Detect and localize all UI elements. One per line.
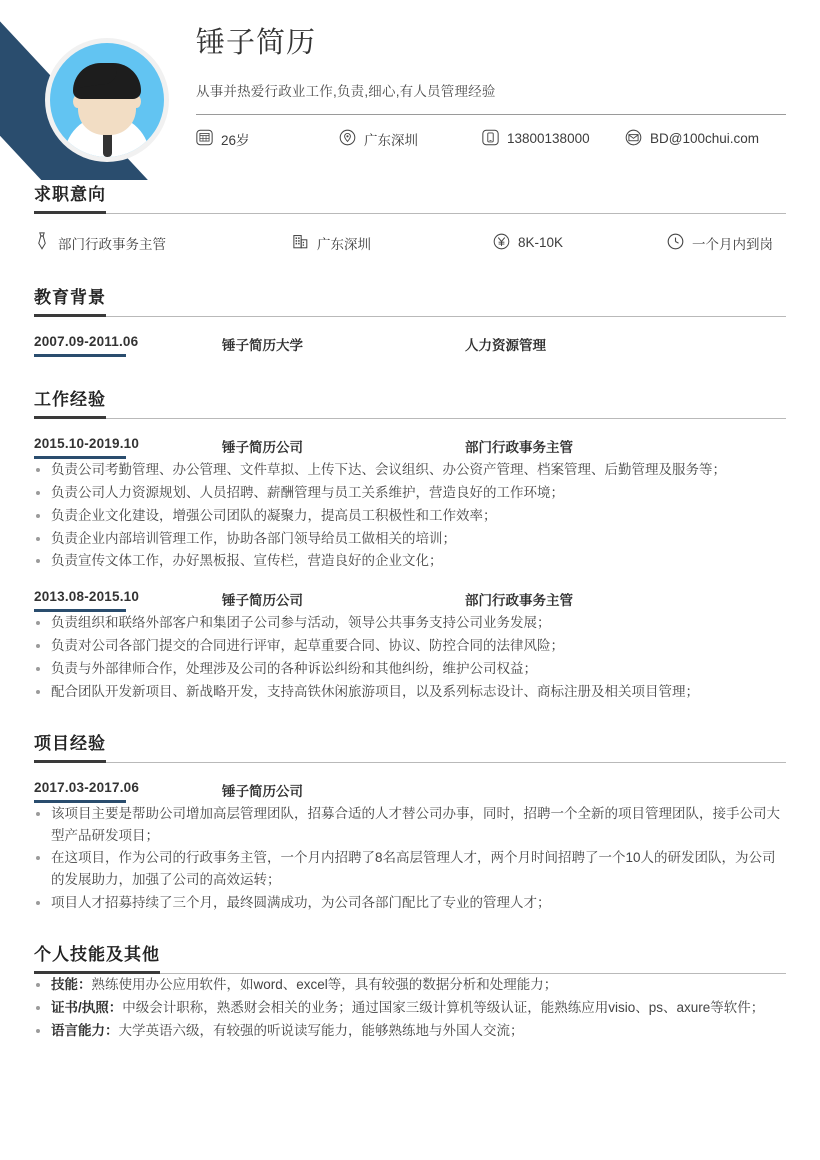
entry-date bbox=[34, 334, 222, 357]
job-intention-availability bbox=[667, 232, 773, 253]
necktie-icon bbox=[34, 232, 50, 253]
section-rule bbox=[34, 762, 786, 763]
clock-icon bbox=[667, 233, 684, 253]
job-intention-salary bbox=[493, 232, 667, 253]
entry-role: 人力资源管理 bbox=[465, 338, 546, 353]
section-education bbox=[0, 283, 820, 357]
list-item: 项目人才招募持续了三个月，最终圆满成功，为公司各部门配比了专业的管理人才； bbox=[34, 892, 786, 914]
section-job-intention bbox=[0, 180, 820, 253]
skill-text: 大学英语六级，有较强的听说读写能力，能够熟练地与外国人交流； bbox=[118, 1022, 524, 1038]
job-intention-position bbox=[34, 232, 292, 253]
contact-email-label: BD@100chui.com bbox=[650, 131, 760, 147]
section-rule bbox=[34, 316, 786, 317]
list-item: 负责企业文化建设，增强公司团队的凝聚力，提高员工积极性和工作效率； bbox=[34, 505, 786, 527]
skill-label: 语言能力： bbox=[51, 1022, 119, 1038]
skill-text: 熟练使用办公应用软件，如word、excel等，具有较强的数据分析和处理能力； bbox=[91, 977, 558, 993]
section-rule bbox=[34, 418, 786, 419]
work-entry-bullets bbox=[34, 459, 786, 572]
skill-label: 技能： bbox=[51, 977, 92, 993]
list-item: 负责公司人力资源规划、人员招聘、薪酬管理与员工关系维护，营造良好的工作环境； bbox=[34, 482, 786, 504]
list-item: 负责公司考勤管理、办公管理、文件草拟、上传下达、会议组织、办公资产管理、档案管理、后勤管理及服务等； bbox=[34, 459, 786, 481]
work-entry-bullets bbox=[34, 612, 786, 702]
location-pin-icon bbox=[339, 129, 356, 149]
section-title-wrap bbox=[34, 180, 786, 214]
work-entry bbox=[34, 589, 786, 612]
contact-age-label: 26岁 bbox=[221, 132, 250, 148]
list-item: 配合团队开发新项目、新战略开发，支持高铁休闲旅游项目，以及系列标志设计、商标注册及相关项目管理； bbox=[34, 681, 786, 703]
section-title: 工作经验 bbox=[34, 385, 106, 419]
list-item: 负责宣传文体工作，办好黑板报、宣传栏，营造良好的企业文化； bbox=[34, 550, 786, 572]
section-title: 项目经验 bbox=[34, 729, 106, 763]
skills-list bbox=[34, 974, 786, 1042]
list-item: 在这项目，作为公司的行政事务主管，一个月内招聘了8名高层管理人才，两个月时间招聘了一个10人的研发团队，为公司的发展助力，加强了公司的高效运转； bbox=[34, 847, 786, 891]
contact-row bbox=[196, 129, 786, 149]
entry-date-label: 2013.08-2015.10 bbox=[34, 589, 140, 605]
project-bullets bbox=[34, 803, 786, 914]
list-item bbox=[34, 997, 786, 1019]
job-intention-city bbox=[292, 232, 493, 253]
section-title: 求职意向 bbox=[34, 180, 106, 214]
header-tagline: 从事并热爱行政业工作,负责,细心,有人员管理经验 bbox=[196, 83, 496, 99]
envelope-icon bbox=[625, 129, 642, 149]
avatar bbox=[45, 38, 169, 162]
phone-icon bbox=[482, 129, 499, 149]
list-item: 该项目主要是帮助公司增加高层管理团队，招募合适的人才替公司办事，同时，招聘一个全新的项目管理团队，接手公司大型产品研发项目； bbox=[34, 803, 786, 847]
section-work-experience bbox=[0, 385, 820, 703]
entry-role: 部门行政事务主管 bbox=[465, 593, 573, 609]
education-entry bbox=[34, 334, 786, 357]
contact-age bbox=[196, 129, 339, 149]
header-text-block bbox=[196, 26, 786, 149]
entry-date-label: 2015.10-2019.10 bbox=[34, 436, 140, 451]
header-divider bbox=[196, 114, 786, 115]
list-item: 负责与外部律师合作，处理涉及公司的各种诉讼纠纷和其他纠纷，维护公司权益； bbox=[34, 658, 786, 680]
calendar-icon bbox=[196, 129, 213, 149]
entry-organization: 锤子简历公司 bbox=[222, 440, 303, 455]
entry-date-label: 2017.03-2017.06 bbox=[34, 779, 140, 795]
list-item bbox=[34, 974, 786, 996]
list-item: 负责对公司各部门提交的合同进行评审，起草重要合同、协议、防控合同的法律风险； bbox=[34, 635, 786, 657]
job-intention-position-label: 部门行政事务主管 bbox=[58, 236, 166, 252]
section-title-wrap bbox=[34, 385, 786, 419]
resume-header bbox=[0, 0, 820, 180]
section-rule bbox=[34, 213, 786, 214]
entry-date bbox=[34, 436, 222, 459]
job-intention-row bbox=[34, 232, 786, 253]
avatar-illustration bbox=[50, 43, 164, 157]
entry-organization: 锤子简历公司 bbox=[222, 783, 303, 799]
entry-role: 部门行政事务主管 bbox=[465, 440, 573, 455]
project-entry bbox=[34, 780, 786, 803]
section-title-wrap bbox=[34, 283, 786, 317]
job-intention-salary-label: 8K-10K bbox=[518, 235, 564, 250]
section-title-wrap bbox=[34, 940, 786, 974]
entry-organization: 锤子简历公司 bbox=[222, 593, 303, 609]
building-icon bbox=[292, 233, 309, 253]
contact-phone bbox=[482, 129, 625, 149]
entry-date bbox=[34, 780, 222, 803]
list-item bbox=[34, 1020, 786, 1042]
contact-location bbox=[339, 129, 482, 149]
list-item: 负责组织和联络外部客户和集团子公司参与活动，领导公共事务支持公司业务发展； bbox=[34, 612, 786, 634]
section-title-wrap bbox=[34, 729, 786, 763]
section-title: 教育背景 bbox=[34, 283, 106, 317]
yuan-icon bbox=[493, 233, 510, 253]
page-title: 锤子简历 bbox=[196, 27, 317, 59]
list-item: 负责企业内部培训管理工作，协助各部门领导给员工做相关的培训； bbox=[34, 528, 786, 550]
entry-date bbox=[34, 589, 222, 612]
section-title: 个人技能及其他 bbox=[34, 940, 160, 974]
section-project-experience bbox=[0, 729, 820, 914]
entry-date-accent-bar bbox=[34, 354, 126, 357]
contact-phone-label: 13800138000 bbox=[507, 131, 590, 147]
contact-email bbox=[625, 129, 759, 149]
section-skills bbox=[0, 940, 820, 1042]
contact-location-label: 广东深圳 bbox=[364, 132, 418, 148]
entry-organization: 锤子简历大学 bbox=[222, 338, 303, 353]
job-intention-city-label: 广东深圳 bbox=[317, 236, 371, 252]
work-entry bbox=[34, 436, 786, 459]
skill-text: 中级会计职称，熟悉财会相关的业务；通过国家三级计算机等级认证，能熟练应用visio、ps、axure等软件； bbox=[122, 999, 765, 1015]
entry-date-label: 2007.09-2011.06 bbox=[34, 334, 139, 349]
job-intention-availability-label: 一个月内到岗 bbox=[692, 236, 773, 252]
skill-label: 证书/执照： bbox=[51, 999, 123, 1015]
